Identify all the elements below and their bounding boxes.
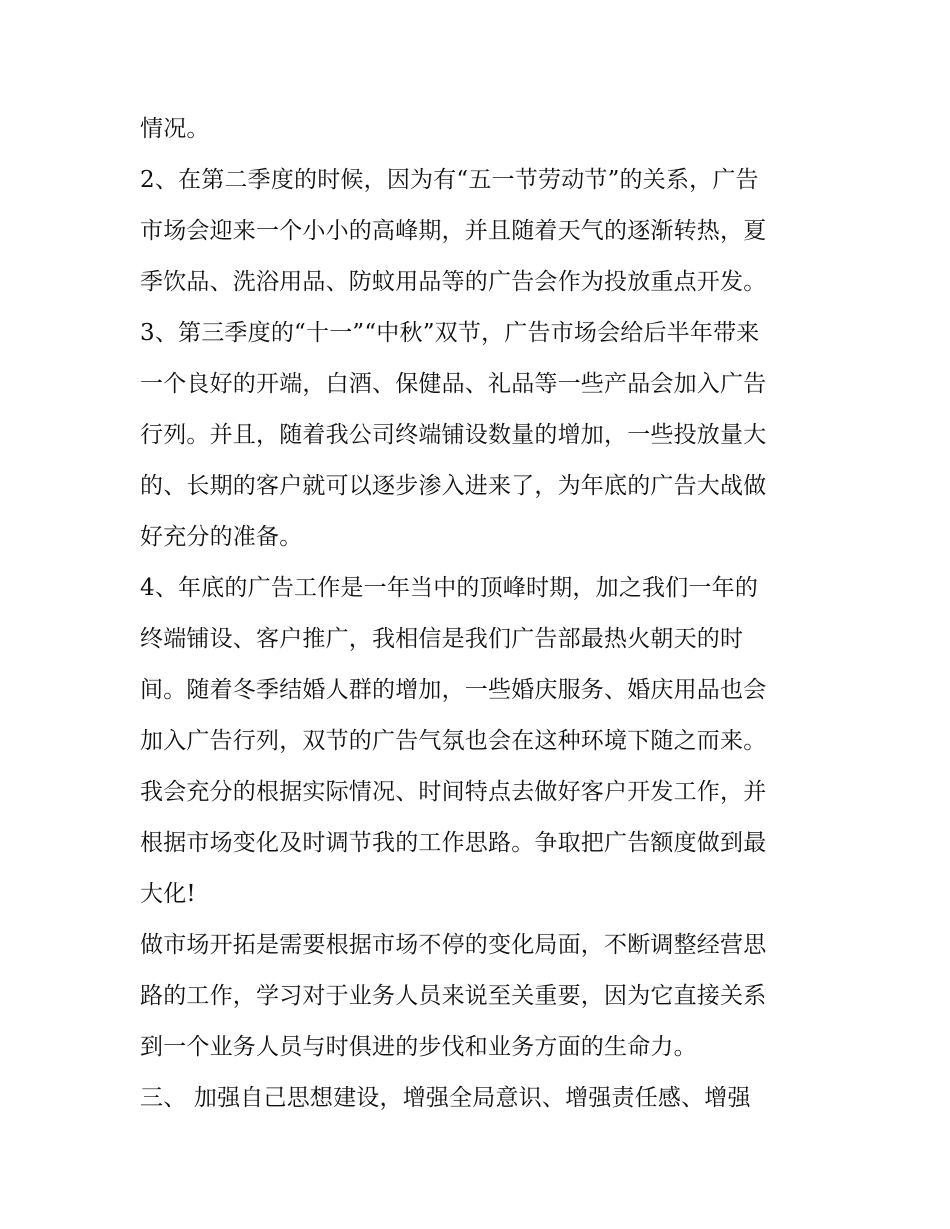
text-line: 市场会迎来一个小小的高峰期，并且随着天气的逐渐转热，夏 xyxy=(140,218,767,244)
body-text xyxy=(140,107,820,1127)
text-line: 三、 加强自己思想建设，增强全局意识、增强责任感、增强 xyxy=(140,1085,751,1111)
text-line: 根据市场变化及时调节我的工作思路。争取把广告额度做到最 xyxy=(140,830,767,856)
text-line: 大化! xyxy=(140,881,196,907)
text-line: 到一个业务人员与时俱进的步伐和业务方面的生命力。 xyxy=(140,1034,697,1060)
text-line: 路的工作，学习对于业务人员来说至关重要，因为它直接关系 xyxy=(140,983,767,1009)
text-line: 好充分的准备。 xyxy=(140,524,303,550)
text-line: 情况。 xyxy=(140,116,210,142)
text-line: 加入广告行列，双节的广告气氛也会在这种环境下随之而来。 xyxy=(140,728,767,754)
text-line: 2、在第二季度的时候，因为有“五一节劳动节”的关系，广告 xyxy=(140,167,759,193)
text-line: 一个良好的开端，白酒、保健品、礼品等一些产品会加入广告 xyxy=(140,371,767,397)
text-line: 终端铺设、客户推广，我相信是我们广告部最热火朝天的时 xyxy=(140,626,744,652)
text-line: 我会充分的根据实际情况、时间特点去做好客户开发工作，并 xyxy=(140,779,767,805)
text-line: 4、年底的广告工作是一年当中的顶峰时期，加之我们一年的 xyxy=(140,575,759,601)
text-line: 3、第三季度的“十一”“中秋”双节，广告市场会给后半年带来 xyxy=(140,320,760,346)
text-line: 做市场开拓是需要根据市场不停的变化局面，不断调整经营思 xyxy=(140,932,767,958)
text-line: 间。随着冬季结婚人群的增加，一些婚庆服务、婚庆用品也会 xyxy=(140,677,767,703)
text-line: 的、长期的客户就可以逐步渗入进来了，为年底的广告大战做 xyxy=(140,473,767,499)
text-line: 行列。并且，随着我公司终端铺设数量的增加，一些投放量大 xyxy=(140,422,767,448)
text-line: 季饮品、洗浴用品、防蚊用品等的广告会作为投放重点开发。 xyxy=(140,269,767,295)
